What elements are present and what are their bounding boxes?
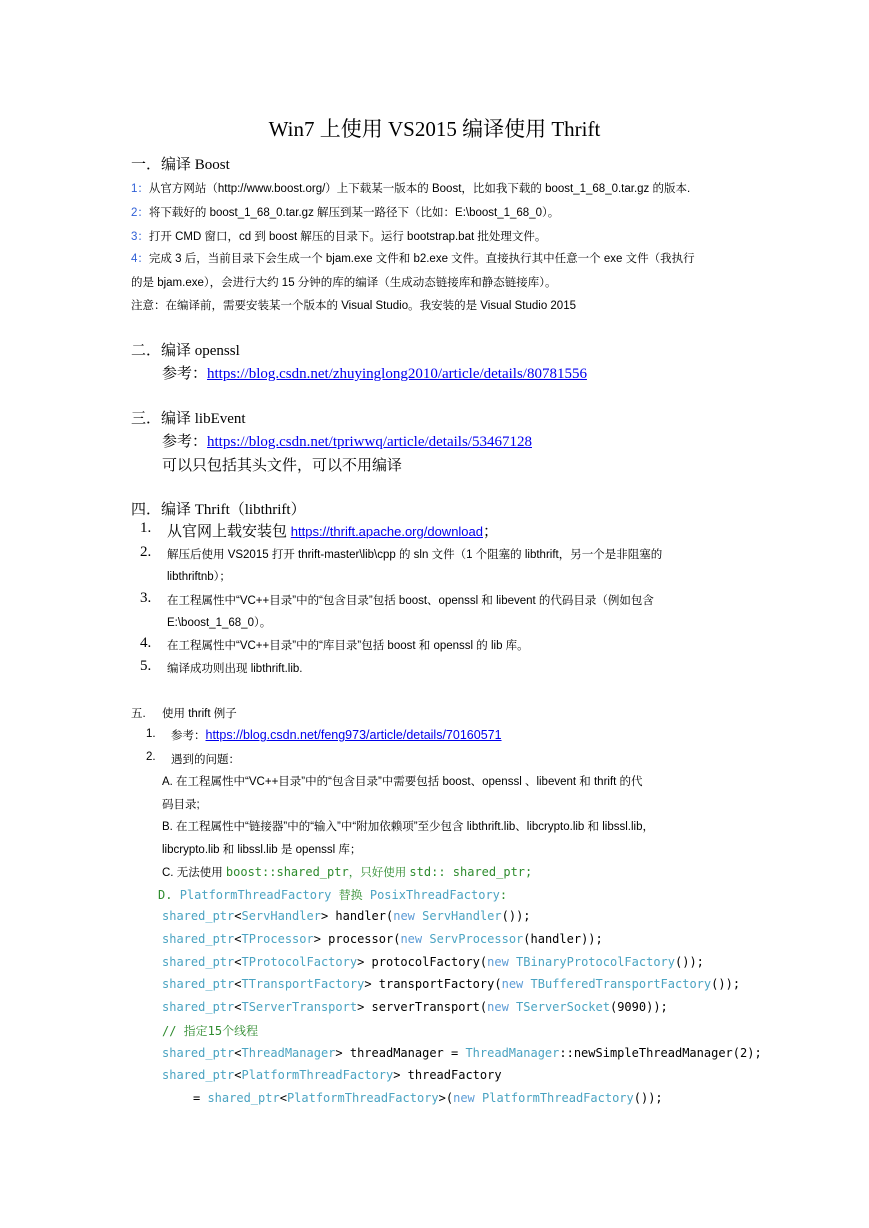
- code-token: ServHandler: [241, 909, 321, 923]
- code-token: > transportFactory(: [364, 977, 502, 991]
- code-token: >(: [438, 1091, 454, 1105]
- s3-note: 可以只包括其头文件，可以不用编译: [162, 458, 403, 474]
- s5-item-1: [171, 727, 502, 743]
- code-token: <: [279, 1091, 287, 1105]
- issue-c-code-1: boost::shared_ptr: [225, 865, 349, 879]
- issue-c-mid: ，只好使用: [348, 867, 410, 879]
- code-token: PlatformThreadFactory: [482, 1091, 634, 1105]
- issue-d-mid: 替换: [331, 888, 370, 902]
- section-5-number: 五.: [131, 708, 146, 720]
- item-number: 1：: [131, 183, 149, 195]
- code-token: [509, 1000, 516, 1014]
- s5-item-2: 遇到的问题：: [171, 754, 240, 766]
- code-token: new: [501, 977, 524, 991]
- code-token: > serverTransport(: [357, 1000, 488, 1014]
- code-line-4: [162, 977, 740, 991]
- code-line-6: [162, 1046, 762, 1060]
- code-token: ());: [675, 955, 704, 969]
- code-token: <: [234, 909, 242, 923]
- s4-item-4: 在工程属性中“VC++目录”中的“库目录”包括 boost 和 openssl 的 lib 库。: [167, 640, 529, 652]
- code-token: shared_ptr: [162, 932, 235, 946]
- code-token: ());: [711, 977, 741, 991]
- section-5-heading: 使用 thrift 例子: [162, 708, 237, 720]
- s4-item-4-number: 4.: [140, 635, 152, 651]
- item-text: 从官网上载安装包: [167, 524, 291, 540]
- code-token: TProcessor: [241, 932, 314, 946]
- s5-item-1-number: 1.: [146, 728, 156, 740]
- code-token: shared_ptr: [162, 1000, 235, 1014]
- s4-item-2-continued: libthriftnb）；: [167, 571, 231, 583]
- code-token: TBinaryProtocolFactory: [516, 955, 675, 969]
- issue-d-code-2: PosixThreadFactory: [369, 888, 500, 902]
- item-number: 3：: [131, 231, 149, 243]
- code-token: shared_ptr: [162, 1068, 235, 1082]
- code-token: ServHandler: [422, 909, 502, 923]
- s4-item-2: 解压后使用 VS2015 打开 thrift-master\lib\cpp 的 sln 文件（1 个阻塞的 libthrift，另一个是非阻塞的: [167, 549, 663, 561]
- code-line-5: [162, 1000, 668, 1014]
- code-line-7: [162, 1068, 502, 1082]
- code-token: =: [193, 1091, 208, 1105]
- code-token: > processor(: [313, 932, 401, 946]
- code-token: <: [234, 977, 242, 991]
- issue-d-code-1: PlatformThreadFactory: [179, 888, 332, 902]
- code-token: ThreadManager: [241, 1046, 336, 1060]
- section-2-heading: 二．编译 openssl: [131, 343, 240, 359]
- openssl-reference-link[interactable]: https://blog.csdn.net/zhuyinglong2010/article/details/80781556: [207, 366, 587, 382]
- issue-c: [162, 864, 532, 880]
- section-3-heading: 三．编译 libEvent: [131, 411, 246, 427]
- thrift-example-link[interactable]: https://blog.csdn.net/feng973/article/details/70160571: [205, 728, 502, 742]
- item-text: 打开 CMD 窗口，cd 到 boost 解压的目录下。运行 bootstrap.bat 批处理文件。: [148, 231, 547, 243]
- code-token: TServerTransport: [241, 1000, 358, 1014]
- item-number: 4：: [131, 253, 149, 265]
- code-token: shared_ptr: [162, 977, 235, 991]
- item-number: 2：: [131, 207, 149, 219]
- s4-item-3-continued: E:\boost_1_68_0）。: [167, 617, 272, 629]
- issue-d-prefix: D.: [158, 888, 180, 902]
- code-token: TProtocolFactory: [241, 955, 358, 969]
- s3-reference: [162, 430, 532, 451]
- s4-item-3: 在工程属性中“VC++目录”中的“包含目录”包括 boost、openssl 和 libevent 的代码目录（例如包含: [167, 595, 654, 607]
- code-token: <: [234, 1000, 242, 1014]
- s2-reference: [162, 362, 587, 383]
- issue-d: [158, 886, 507, 903]
- code-token: [509, 955, 516, 969]
- section-1-heading: 一．编译 Boost: [131, 157, 230, 173]
- code-token: shared_ptr: [162, 909, 235, 923]
- page-title: Win7 上使用 VS2015 编译使用 Thrift: [268, 117, 601, 141]
- s1-item-4: [131, 250, 695, 266]
- code-comment: // 指定15个线程: [162, 1024, 259, 1038]
- item-text: 从官方网站（http://www.boost.org/）上下载某一版本的 Boost，比如我下载的 boost_1_68_0.tar.gz 的版本.: [148, 183, 691, 195]
- s4-item-1: [167, 520, 498, 541]
- code-token: new: [487, 1000, 509, 1014]
- code-token: new: [393, 909, 415, 923]
- s4-item-2-number: 2.: [140, 544, 152, 560]
- code-token: shared_ptr: [207, 1091, 280, 1105]
- code-token: shared_ptr: [162, 955, 235, 969]
- issue-d-end: :: [499, 888, 508, 902]
- section-4-heading: 四．编译 Thrift（libthrift）: [131, 502, 306, 518]
- code-token: ());: [633, 1091, 663, 1105]
- s4-item-5: 编译成功则出现 libthrift.lib.: [167, 663, 303, 675]
- s1-item-3: [131, 228, 546, 244]
- code-token: ::newSimpleThreadManager(2);: [559, 1046, 762, 1060]
- issue-a-line-1: A. 在工程属性中“VC++目录”中的“包含目录”中需要包括 boost、openssl 、libevent 和 thrift 的代: [162, 776, 643, 788]
- s1-note: 注意：在编译前，需要安装某一个版本的 Visual Studio。我安装的是 Visual Studio 2015: [131, 300, 576, 312]
- code-token: [475, 1091, 482, 1105]
- code-token: ServProcessor: [429, 932, 524, 946]
- code-token: (9090));: [609, 1000, 668, 1014]
- code-token: new: [453, 1091, 475, 1105]
- code-token: <: [234, 955, 242, 969]
- ref-label: 参考：: [162, 366, 208, 382]
- code-token: ());: [501, 909, 531, 923]
- issue-b-line-2: libcrypto.lib 和 libssl.lib 是 openssl 库；: [162, 844, 362, 856]
- code-token: <: [234, 1068, 242, 1082]
- code-line-8: [193, 1091, 663, 1105]
- code-token: <: [234, 1046, 242, 1060]
- code-token: PlatformThreadFactory: [286, 1091, 439, 1105]
- issue-c-code-2: std:: shared_ptr;: [409, 865, 533, 879]
- s1-item-1: [131, 180, 690, 196]
- s1-item-4-continued: 的是 bjam.exe），会进行大约 15 分钟的库的编译（生成动态链接库和静态链接库）。: [131, 277, 557, 289]
- code-token: new: [487, 955, 509, 969]
- code-token: new: [400, 932, 423, 946]
- code-line-3: [162, 955, 704, 969]
- code-token: > threadFactory: [393, 1068, 502, 1082]
- code-token: TBufferedTransportFactory: [530, 977, 712, 991]
- s4-item-1-number: 1.: [140, 520, 152, 536]
- item-text: 将下载好的 boost_1_68_0.tar.gz 解压到某一路径下（比如：E:\boost_1_68_0）。: [148, 207, 560, 219]
- code-token: [523, 977, 530, 991]
- s1-item-2: [131, 204, 559, 220]
- issue-a-line-2: 码目录;: [162, 799, 200, 811]
- code-token: shared_ptr: [162, 1046, 235, 1060]
- item-after: ；: [483, 524, 499, 540]
- s4-item-3-number: 3.: [140, 590, 152, 606]
- code-token: PlatformThreadFactory: [241, 1068, 394, 1082]
- code-token: ThreadManager: [465, 1046, 560, 1060]
- code-token: TServerSocket: [516, 1000, 610, 1014]
- code-token: <: [234, 932, 242, 946]
- code-token: TTransportFactory: [241, 977, 365, 991]
- code-token: > handler(: [320, 909, 394, 923]
- code-token: (handler));: [523, 932, 603, 946]
- item-text: 完成 3 后，当前目录下会生成一个 bjam.exe 文件和 b2.exe 文件。直接执行其中任意一个 exe 文件（我执行: [148, 253, 695, 265]
- s5-item-2-number: 2.: [146, 751, 156, 763]
- ref-label: 参考：: [171, 730, 206, 742]
- s4-item-5-number: 5.: [140, 658, 152, 674]
- code-token: > threadManager =: [335, 1046, 466, 1060]
- code-line-2: [162, 932, 603, 946]
- thrift-download-link[interactable]: https://thrift.apache.org/download: [290, 524, 483, 539]
- code-line-1: [162, 909, 531, 923]
- ref-label: 参考：: [162, 434, 208, 450]
- libevent-reference-link[interactable]: https://blog.csdn.net/tpriwwq/article/details/53467128: [207, 434, 532, 450]
- issue-c-prefix: C. 无法使用: [162, 867, 226, 879]
- code-token: > protocolFactory(: [357, 955, 488, 969]
- issue-b-line-1: B. 在工程属性中“链接器”中的“输入”中“附加依赖项”至少包含 libthrift.lib、libcrypto.lib 和 libssl.lib，: [162, 821, 654, 833]
